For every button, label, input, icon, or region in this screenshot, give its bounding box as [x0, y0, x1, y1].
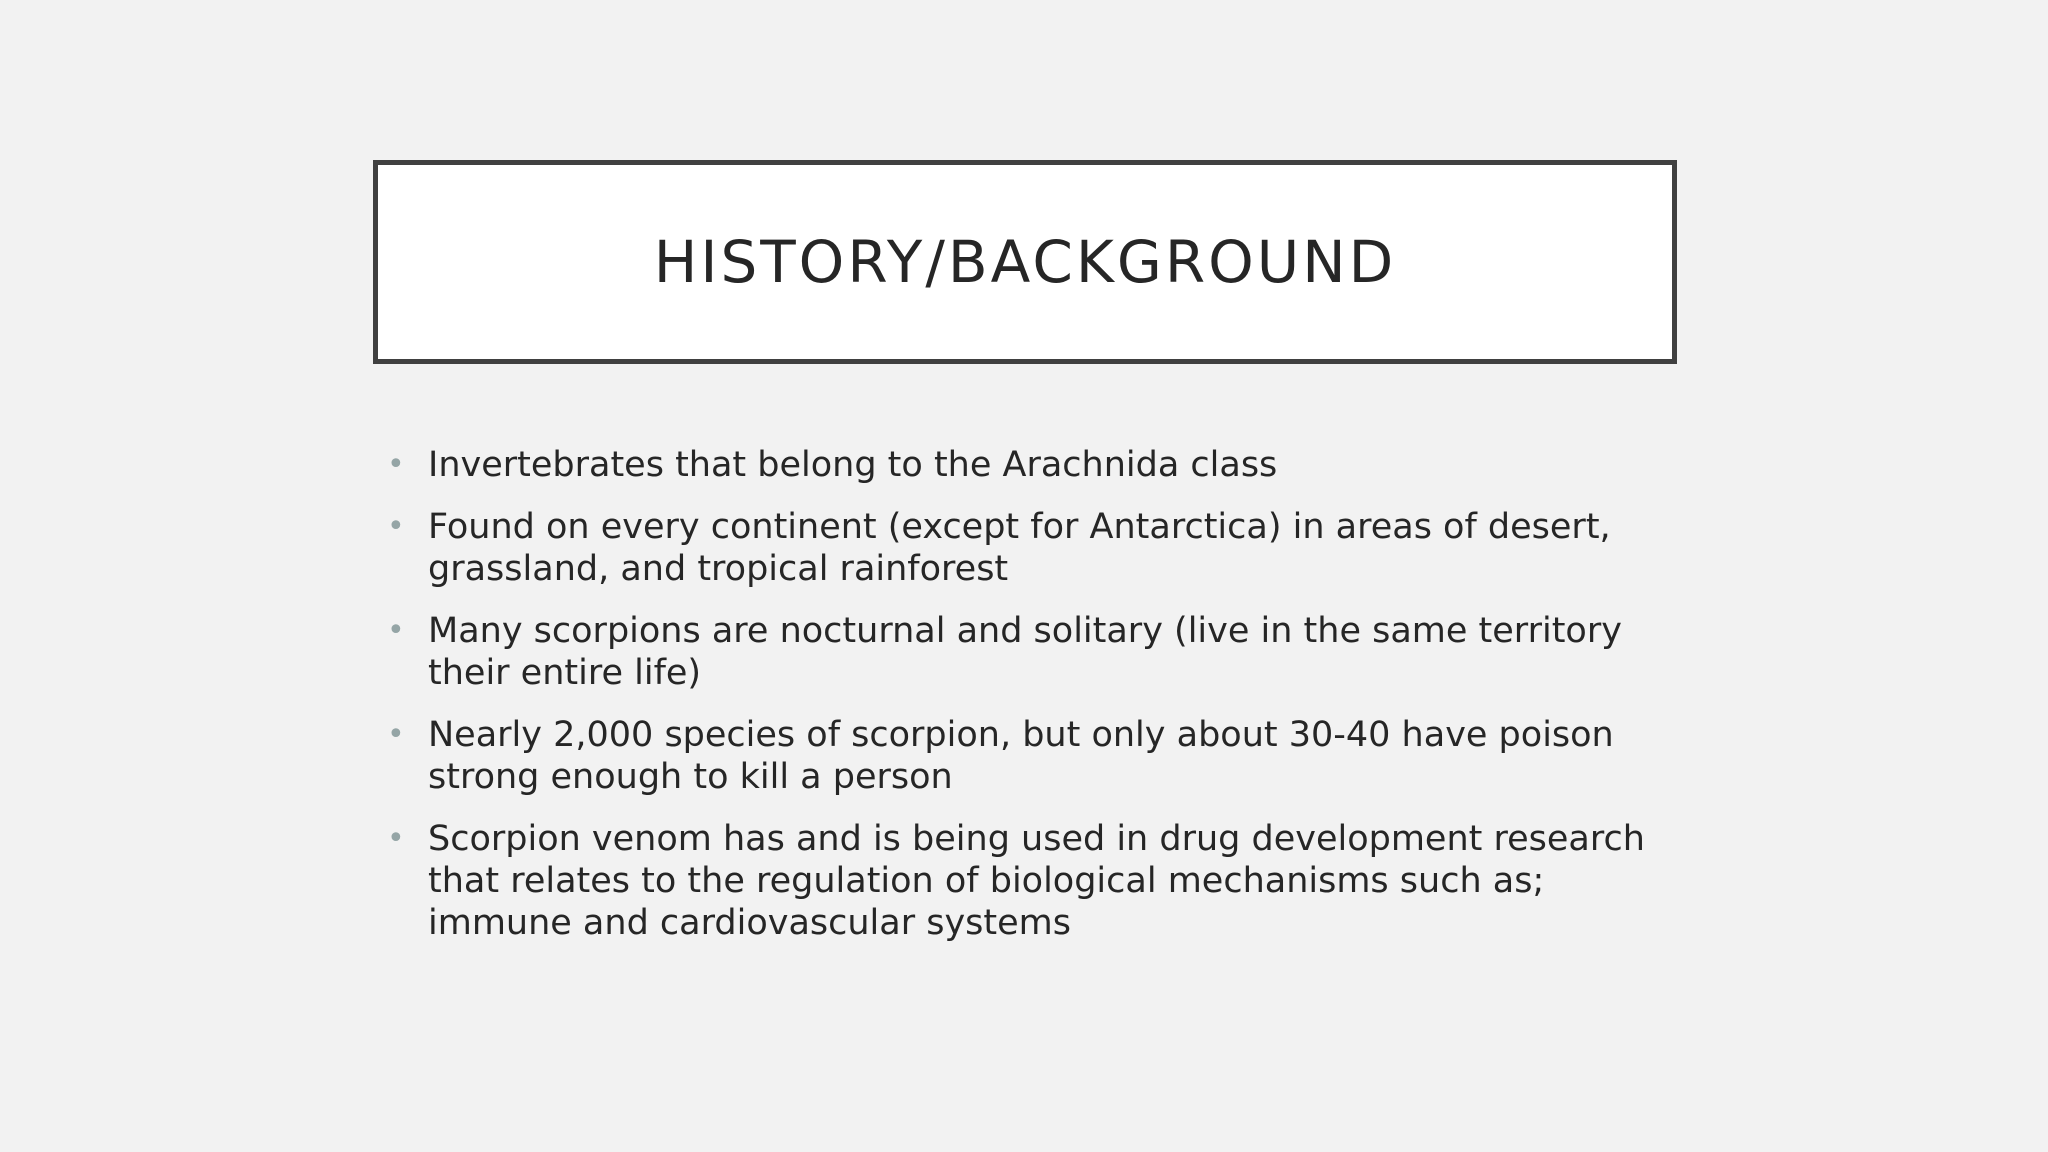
bullet-item [385, 714, 1685, 798]
bullet-item [385, 506, 1685, 590]
bullet-item [385, 444, 1685, 486]
bullet-icon: • [387, 613, 405, 648]
bullet-text: Nearly 2,000 species of scorpion, but only about 30-40 have poison strong enough to kill a person [428, 715, 1614, 797]
title-box [373, 160, 1677, 364]
bullet-icon: • [387, 717, 405, 752]
bullet-icon: • [387, 509, 405, 544]
bullet-text: Found on every continent (except for Antarctica) in areas of desert, grassland, and tropical rainforest [428, 507, 1611, 589]
bullet-text: Invertebrates that belong to the Arachnida class [428, 445, 1278, 485]
slide-title: HISTORY/BACKGROUND [653, 228, 1397, 296]
bullet-text: Many scorpions are nocturnal and solitary (live in the same territory their entire life) [428, 611, 1622, 693]
bullet-item [385, 610, 1685, 694]
bullet-icon: • [387, 821, 405, 856]
bullet-icon: • [387, 447, 405, 482]
bullet-list [385, 444, 1685, 964]
bullet-item [385, 818, 1685, 944]
bullet-text: Scorpion venom has and is being used in drug development research that relates to the regulation of biological mechanisms such as; immune and cardiovascular systems [428, 819, 1645, 943]
